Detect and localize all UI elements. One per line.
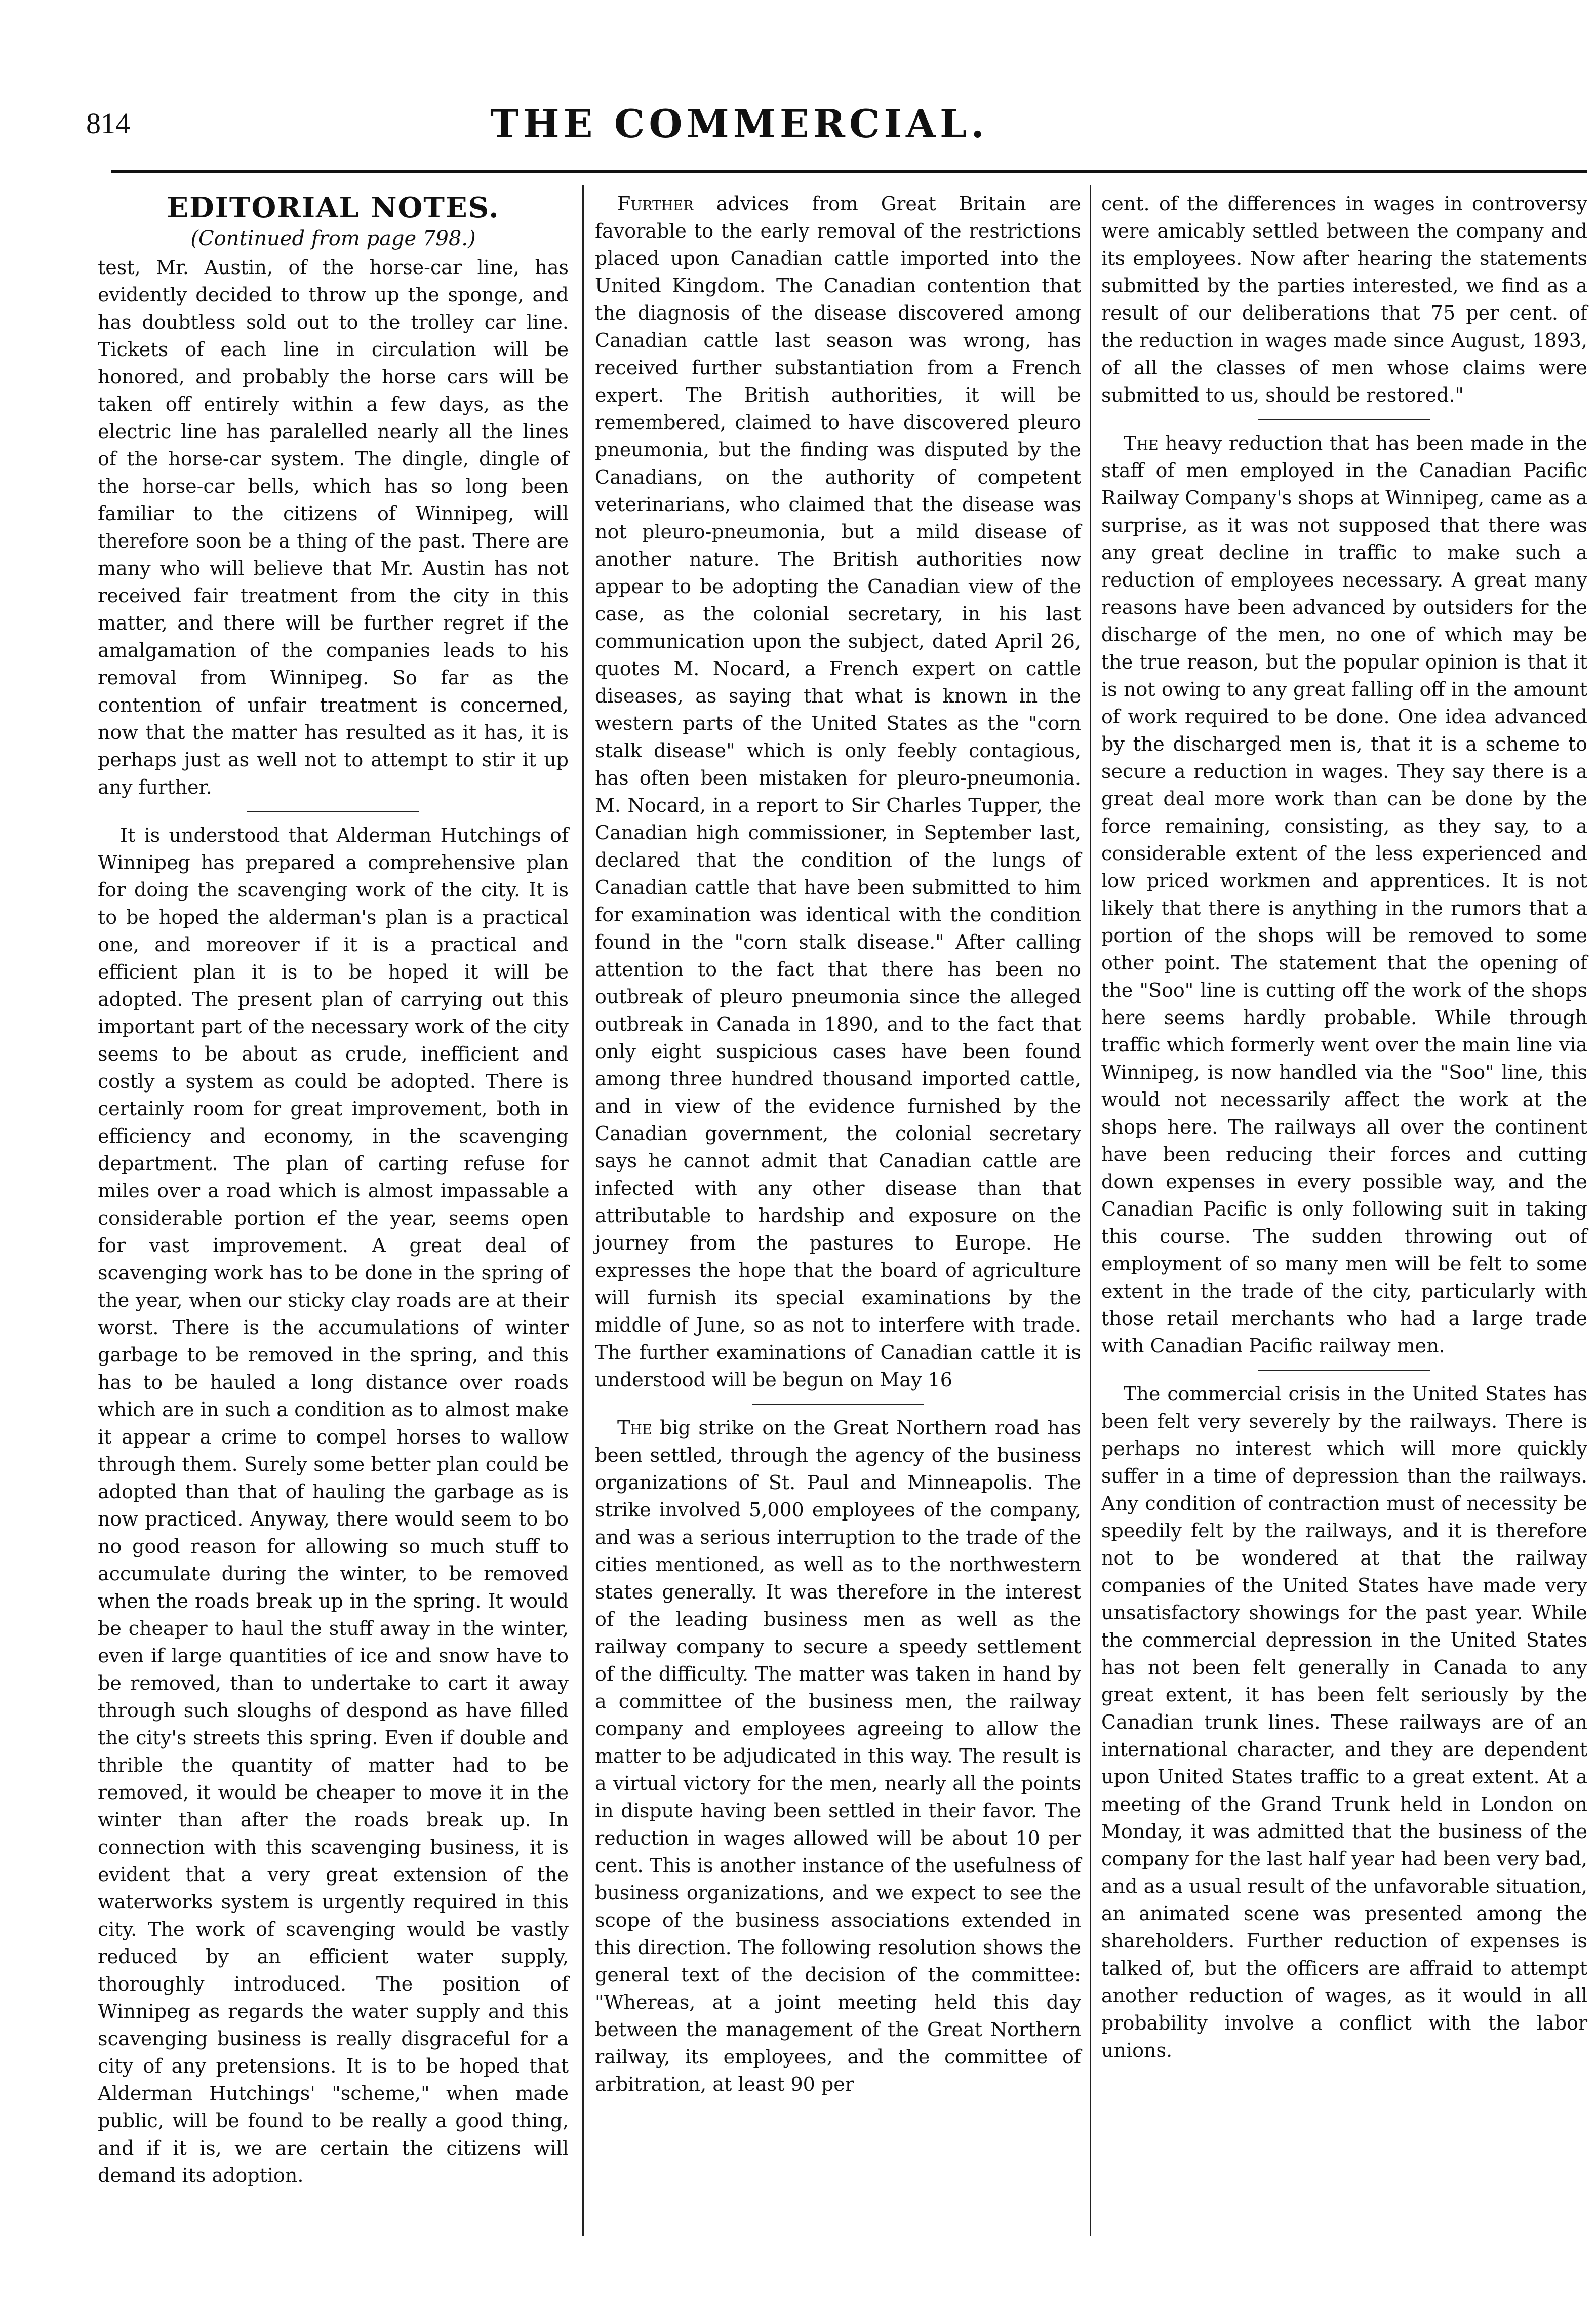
lead-word: Further bbox=[617, 192, 694, 215]
section-separator bbox=[1258, 1370, 1430, 1371]
continued-note: (Continued from page 798.) bbox=[190, 227, 476, 250]
column-middle bbox=[595, 190, 1081, 2098]
section-separator bbox=[1258, 419, 1430, 420]
column-left bbox=[98, 190, 569, 2189]
section-separator bbox=[752, 1404, 924, 1405]
paragraph-horse-car: test, Mr. Austin, of the horse-car line, has evidently decided to throw up the sponge, and has doubtless sold out to the trolley car line. Tickets of each line in circulation will be honored, and probably the horse cars will be taken off entirely within a few days, as the electric line has paralelled nearly all the lines of the horse-car system. The dingle, dingle of the horse-car bells, which has so long been familiar to the citizens of Winnipeg, will therefore soon be a thing of the past. There are many who will believe that Mr. Austin has not received fair treatment from the city in this matter, and there will be further regret if the amalgamation of the companies leads to his removal from Winnipeg. So far as the contention of unfair treatment is concerned, now that the matter has resulted as it has, it is perhaps just as well not to attempt to stir it up any further. bbox=[98, 256, 569, 798]
paragraph-commercial-crisis: The commercial crisis in the United States has been felt very severely by the railways. There is perhaps no interest which will more quickly suffer in a time of depression than the railways. Any condition of contraction must of necessity be speedily felt by the railways, and it is therefore not to be wondered at that the railway companies of the United States have made very unsatisfactory showings for the past year. While the commercial depression in the United States has not been felt generally in Canada to any great extent, it has been felt seriously by the Canadian trunk lines. These railways are of an international character, and they are dependent upon United States traffic to a great extent. At a meeting of the Grand Trunk held in London on Monday, it was admitted that the business of the company for the last half year had been very bad, and as a usual result of the unfavorable situation, an animated scene was presented among the shareholders. Further reduction of expenses is talked of, but the officers are affraid to attempt another reduction of wages, as it would in all probability involve a conflict with the labor unions. bbox=[1101, 1383, 1587, 2061]
paragraph-scavenging: It is understood that Alderman Hutchings of Winnipeg has prepared a comprehensive plan for doing the scavenging work of the city. It is to be hoped the alderman's plan is a practical one, and moreover if it is a practical and efficient plan it is to be hoped it will be adopted. The present plan of carrying out this important part of the necessary work of the city seems to be about as crude, inefficient and costly a system as could be adopted. There is certainly room for great improvement, both in efficiency and economy, in the scavenging department. The plan of carting refuse for miles over a road which is almost impassable a considerable portion ef the year, seems open for vast improvement. A great deal of scavenging work has to be done in the spring of the year, when our sticky clay roads are at their worst. There is the accumulations of winter garbage to be removed in the spring, and this has to be hauled a long distance over roads which are in such a condition as to almost make it appear a crime to compel horses to wallow through them. Surely some better plan could be adopted than that of hauling the garbage as is now practiced. Anyway, there would seem to bo no good reason for allowing so much stuff to accumulate during the winter, to be removed when the roads break up in the spring. It would be cheaper to haul the stuff away in the winter, even if large quantities of ice and snow have to be removed, than to undertake to cart it away through such sloughs of despond as have filled the city's streets this spring. Even if double and thrible the quantity of matter had to be removed, it would be cheaper to move it in the winter than after the roads break up. In connection with this scavenging business, it is evident that a very great extension of the waterworks system is urgently required in this city. The work of scavenging would be vastly reduced by an efficient water supply, thoroughly introduced. The position of Winnipeg as regards the water supply and this scavenging business is really disgraceful for a city of any pretensions. It is to be hoped that Alderman Hutchings' "scheme," when made public, will be found to be really a good thing, and if it is, we are certain the citizens will demand its adoption. bbox=[98, 824, 569, 2187]
paragraph-cpr-shops bbox=[1101, 430, 1587, 1359]
publication-masthead: THE COMMERCIAL. bbox=[490, 101, 988, 146]
paragraph-strike-continued: cent. of the differences in wages in controversy were amicably settled between the company and its employees. Now after hearing the statements submitted by the parties interested, we find as a result of our deliberations that 75 per cent. of the reduction in wages made since August, 1893, of all the classes of men whose claims were submitted to us, should be restored." bbox=[1101, 192, 1587, 406]
section-separator bbox=[247, 811, 419, 812]
paragraph-cattle bbox=[595, 190, 1081, 1393]
lead-word: The bbox=[617, 1417, 652, 1439]
section-title: EDITORIAL NOTES. bbox=[167, 191, 500, 224]
column-divider bbox=[1090, 185, 1091, 2236]
page-number: 814 bbox=[86, 107, 130, 140]
masthead-rule bbox=[111, 170, 1587, 173]
column-divider bbox=[582, 185, 584, 2236]
paragraph-strike bbox=[595, 1414, 1081, 2098]
column-right bbox=[1101, 190, 1587, 2064]
paragraph-strike-text: big strike on the Great Northern road has been settled, through the agency of the business organizations of St. Paul and Minneapolis. The strike involved 5,000 employees of the company, and was a serious interruption to the trade of the cities mentioned, as well as to the northwestern states generally. It was therefore in the interest of the leading business men as well as the railway company to secure a speedy settlement of the difficulty. The matter was taken in hand by a committee of the business men, the railway company and employees agreeing to allow the matter to be adjudicated in this way. The result is a virtual victory for the men, nearly all the points in dispute having been settled in their favor. The reduction in wages allowed will be about 10 per cent. This is another instance of the usefulness of business organizations, and we expect to see the scope of the business associations extended in this direction. The following resolution shows the general text of the decision of the committee: "Whereas, at a joint meeting held this day between the management of the Great Northern railway, its employees, and the committee of arbitration, at least 90 per bbox=[595, 1417, 1081, 2095]
lead-word: The bbox=[1124, 432, 1159, 454]
paragraph-cpr-shops-text: heavy reduction that has been made in the staff of men employed in the Canadian Pacific Railway Company's shops at Winnipeg, came as a surprise, as it was not supposed that there was any great decline in traffic to make such a reduction of employees necessary. A great many reasons have been advanced by outsiders for the discharge of the men, no one of which may be the true reason, but the popular opinion is that it is not owing to any great falling off in the amount of work required to be done. One idea advanced by the discharged men is, that it is a scheme to secure a reduction in wages. They say there is a great deal more work than can be done by the force remaining, consisting, as they say, to a considerable extent of the less experienced and low priced workmen and apprentices. It is not likely that there is anything in the rumors that a portion of the shops will be removed to some other point. The statement that the opening of the "Soo" line is cutting off the work of the shops here seems hardly probable. While through traffic which formerly went over the main line via Winnipeg, is now handled via the "Soo" line, this would not necessarily affect the work at the shops here. The railways all over the continent have been reducing their forces and cutting down expenses in every possible way, and the Canadian Pacific is only following suit in taking this course. The sudden throwing out of employment of so many men will be felt to some extent in the trade of the city, particularly with those retail merchants who had a large trade with Canadian Pacific railway men. bbox=[1101, 432, 1587, 1357]
paragraph-cattle-text: advices from Great Britain are favorable to the early removal of the restrictions placed upon Canadian cattle imported into the United Kingdom. The Canadian contention that the diagnosis of the disease discovered among Canadian cattle last season was wrong, has received further substantiation from a French expert. The British authorities, it will be remembered, claimed to have discovered pleuro pneumonia, but the finding was disputed by the Canadians, on the authority of competent veterinarians, who claimed that the disease was not pleuro-pneumonia, but a mild disease of another nature. The British authorities now appear to be adopting the Canadian view of the case, as the colonial secretary, in his last communication upon the subject, dated April 26, quotes M. Nocard, a French expert on cattle diseases, as saying that what is known in the western parts of the United States as the "corn stalk disease" which is only feebly contagious, has often been mistaken for pleuro-pneumonia. M. Nocard, in a report to Sir Charles Tupper, the Canadian high commissioner, in September last, declared that the condition of the lungs of Canadian cattle that have been submitted to him for examination was identical with the condition found in the "corn stalk disease." After calling attention to the fact that there has been no outbreak of pleuro pneumonia since the alleged outbreak in Canada in 1890, and to the fact that only eight suspicious cases have been found among three hundred thousand imported cattle, and in view of the evidence furnished by the Canadian government, the colonial secretary says he cannot admit that Canadian cattle are infected with any other disease than that attributable to hardship and exposure on the journey from the pastures to Europe. He expresses the hope that the board of agriculture will furnish its special examinations by the middle of June, so as not to interfere with trade. The further examinations of Canadian cattle it is understood will be begun on May 16 bbox=[595, 192, 1081, 1391]
